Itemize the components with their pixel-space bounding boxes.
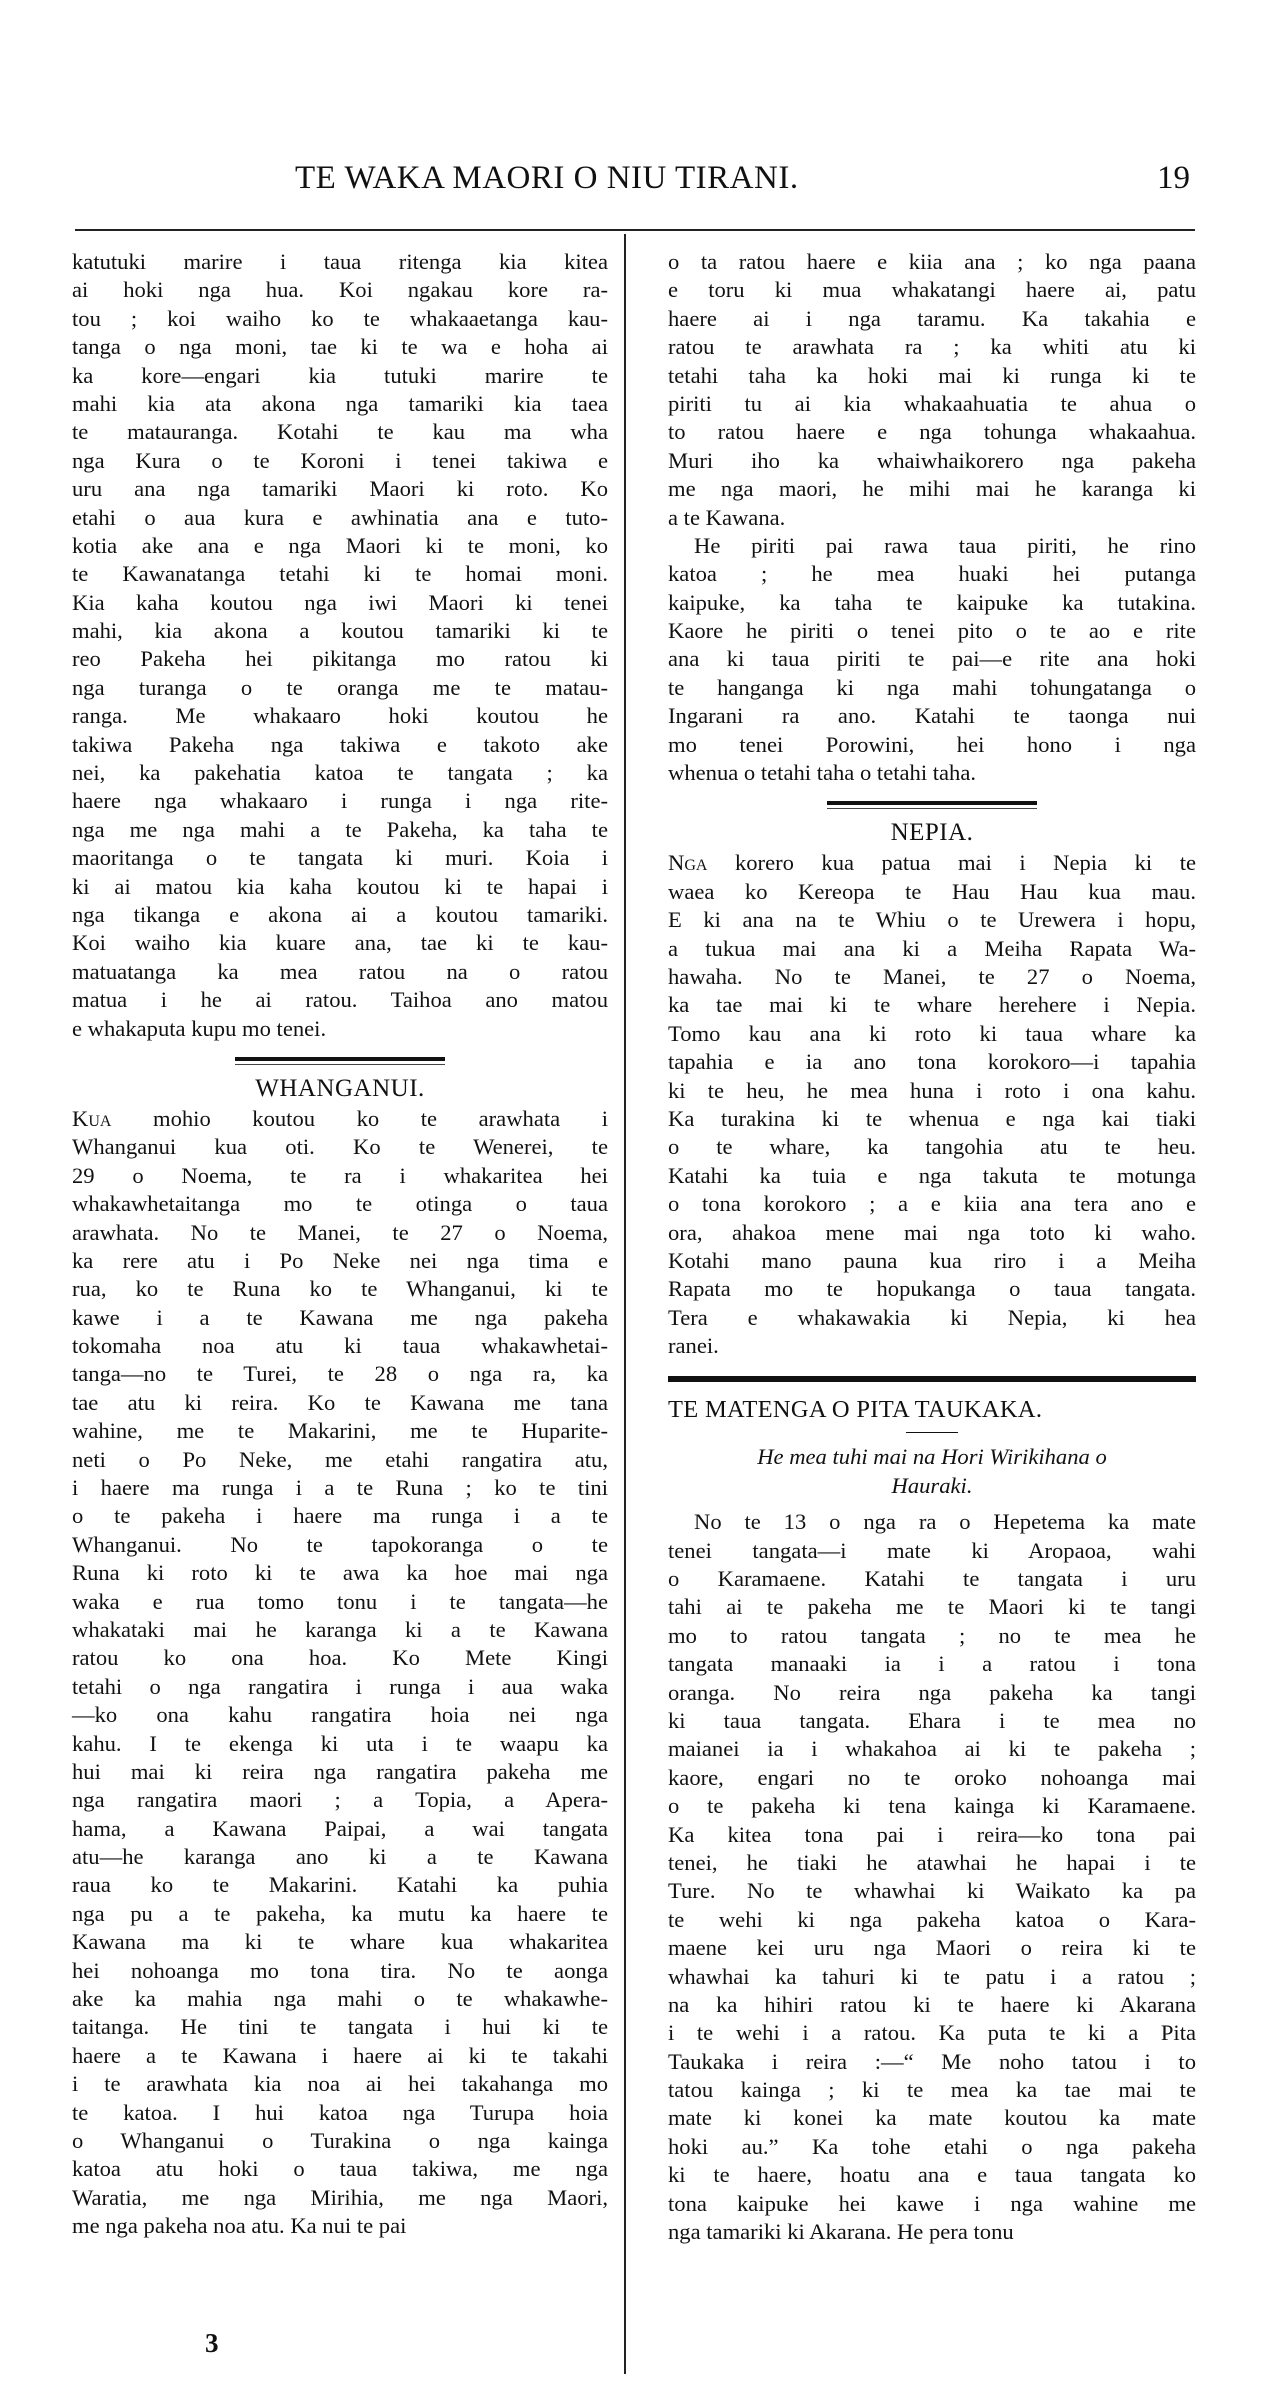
text-line: te katoa. I hui katoa nga Turupa hoia (72, 2099, 608, 2125)
text-line: matuatanga ka mea ratou na o ratou (72, 958, 608, 984)
text-line: a te Kawana. (668, 504, 786, 530)
text-line: mo tenei Porowini, hei hono i nga (668, 731, 1196, 757)
text-line: 29 o Noema, te ra i whakaritea hei (72, 1162, 608, 1188)
lead-line-rest: korero kua patua mai i Nepia ki te (707, 850, 1196, 876)
text-line: ake ka mahia nga mahi o te whakawhe- (72, 1986, 608, 2012)
text-line: E ki ana na te Whiu o te Urewera i hopu, (668, 907, 1196, 933)
newspaper-title: TE WAKA MAORI O NIU TIRANI. (295, 160, 799, 196)
text-line: o Whanganui o Turakina o nga kainga (72, 2128, 608, 2153)
text-line: Whanganui kua oti. Ko te Wenerei, te (72, 1134, 608, 1160)
text-line: ka rere atu i Po Neke nei nga tima e (72, 1247, 608, 1273)
column-divider (624, 234, 626, 2374)
text-line: Kotahi mano pauna kua riro i a Meiha (668, 1247, 1196, 1273)
text-line: maene kei uru nga Maori o reira ki te (668, 1935, 1196, 1961)
text-line: No te 13 o nga ra o Hepetema ka mate (694, 1509, 1196, 1535)
pita-taukaka-article (668, 1508, 1196, 2246)
lead-word: Kua (72, 1105, 112, 1131)
nepia-article (668, 849, 1196, 1360)
text-line: tenei, he tiaki he atawhai he hapai i te (668, 1849, 1196, 1875)
text-line: nga pu a te pakeha, ka mutu ka haere te (72, 1900, 608, 1926)
text-line: o te whare, ka tangohia atu te heu. (668, 1134, 1196, 1160)
text-line: tokomaha noa atu ki taua whakawhetai- (72, 1333, 608, 1359)
text-line: katoa atu hoki o taua takiwa, me nga (72, 2156, 608, 2182)
title-underline (906, 1432, 958, 1433)
text-line: hoki au.” Ka tohe etahi o nga pakeha (668, 2133, 1196, 2159)
text-line: raua ko te Makarini. Katahi ka puhia (72, 1872, 608, 1898)
text-line: rua, ko te Runa ko te Whanganui, ki te (72, 1276, 608, 1302)
text-line: —ko ona kahu rangatira hoia nei nga (72, 1702, 608, 1728)
text-line: tou ; koi waiho ko te whakaaetanga kau- (72, 305, 608, 331)
text-line: Ingarani ra ano. Katahi te taonga nui (668, 703, 1196, 729)
text-line: kawe i a te Kawana me nga pakeha (72, 1304, 608, 1330)
left-column (72, 248, 608, 2241)
page-number: 19 (1157, 160, 1190, 196)
text-line: haere nga whakaaro i runga i nga rite- (72, 788, 608, 814)
text-line: hei nohoanga mo tona tira. No te aonga (72, 1957, 608, 1983)
text-line: i te arawhata kia noa ai hei takahanga mo (72, 2071, 608, 2097)
header-rule (75, 229, 1195, 231)
text-line: kahu. I te ekenga ki uta i te waapu ka (72, 1730, 608, 1756)
text-line: hui mai ki reira nga rangatira pakeha me (72, 1758, 608, 1784)
byline-line: Hauraki. (891, 1472, 973, 1498)
section-title-whanganui: WHANGANUI. (255, 1074, 425, 1102)
text-line: tenei tangata—i mate ki Aropaoa, wahi (668, 1537, 1196, 1563)
text-line: e whakaputa kupu mo tenei. (72, 1015, 327, 1041)
text-line: Taukaka i reira :—“ Me noho tatou i to (668, 2048, 1196, 2074)
text-line: Whanganui. No te tapokoranga o te (72, 1531, 608, 1557)
text-line: Kaore he piriti o tenei pito o te ao e rite (668, 618, 1196, 644)
text-line: Koi waiho kia kuare ana, tae ki te kau- (72, 930, 608, 956)
whanganui-article (72, 1105, 608, 2241)
text-line: ana ki taua piriti te pai—e rite ana hoki (668, 646, 1196, 672)
text-line: ranga. Me whakaaro hoki koutou he (72, 703, 608, 729)
text-line: tanga o nga moni, tae ki te wa e hoha ai (72, 334, 608, 360)
text-line: te matauranga. Kotahi te kau ma wha (72, 419, 608, 445)
text-line: He piriti pai rawa taua piriti, he rino (694, 532, 1196, 558)
byline-line: He mea tuhi mai na Hori Wirikihana o (757, 1444, 1107, 1470)
lead-word: Nga (668, 850, 708, 876)
text-line: piriti tu ai kia whakaahuatia te ahua o (668, 390, 1196, 416)
text-line: nga tikanga e akona ai a koutou tamariki. (72, 901, 608, 927)
text-line: mo to ratou tangata ; no te mea he (668, 1622, 1196, 1648)
text-line: nga tamariki ki Akarana. He pera tonu (668, 2219, 1014, 2245)
text-line: mahi, kia akona a koutou tamariki ki te (72, 618, 608, 644)
text-line: Katahi ka tuia e nga takuta te motunga (668, 1162, 1196, 1188)
text-line: taitanga. He tini te tangata i hui ki te (72, 2014, 608, 2040)
text-line: kotia ake ana e nga Maori ki te moni, ko (72, 532, 608, 558)
text-line: me nga maori, he mihi mai he karanga ki (668, 476, 1196, 502)
text-line: nga turanga o te oranga me te matau- (72, 674, 608, 700)
text-line: nga rangatira maori ; a Topia, a Apera- (72, 1787, 608, 1813)
text-line: tanga—no te Turei, te 28 o nga ra, ka (72, 1361, 608, 1387)
text-line: Muri iho ka whaiwhaikorero nga pakeha (668, 447, 1196, 473)
text-line: haere ai i nga taramu. Ka takahia e (668, 305, 1196, 331)
text-line (72, 1105, 608, 1133)
text-line: Kia kaha koutou nga iwi Maori ki tenei (72, 589, 608, 615)
text-line: ratou ko ona hoa. Ko Mete Kingi (72, 1645, 608, 1671)
text-line: whenua o tetahi taha o tetahi taha. (668, 760, 977, 786)
text-line: ki ai matou kia kaha koutou ki te hapai i (72, 873, 608, 899)
text-line: ka kore—engari kia tutuki marire te (72, 362, 608, 388)
text-line: te hanganga ki nga mahi tohungatanga o (668, 674, 1196, 700)
right-intro-paragraph (668, 248, 1196, 532)
text-line: waka e rua tomo tonu i te tangata—he (72, 1588, 608, 1614)
text-line: tae atu ki reira. Ko te Kawana me tana (72, 1389, 608, 1415)
section-divider (827, 801, 1037, 805)
text-line: katutuki marire i taua ritenga kia kitea (72, 249, 608, 274)
text-line: e toru ki mua whakatangi haere ai, patu (668, 277, 1196, 303)
text-line: Rapata mo te hopukanga o taua tangata. (668, 1276, 1196, 1302)
text-line: tatou kainga ; ki te mea ka tae mai te (668, 2077, 1196, 2103)
text-line: neti o Po Neke, me etahi rangatira atu, (72, 1446, 608, 1472)
section-title-pita-taukaka: TE MATENGA O PITA TAUKAKA. (668, 1396, 1043, 1424)
text-line: whakawhetaitanga mo te otinga o taua (72, 1191, 608, 1217)
signature-mark: 3 (205, 2328, 219, 2358)
text-line: maianei ia i whakahoa ai ki te pakeha ; (668, 1736, 1196, 1762)
text-line: Ture. No te whawhai ki Waikato ka pa (668, 1878, 1196, 1904)
text-line: tangata manaaki ia i a ratou i tona (668, 1651, 1196, 1677)
text-line: katoa ; he mea huaki hei putanga (668, 561, 1196, 587)
text-line: te Kawanatanga tetahi ki te homai moni. (72, 561, 608, 587)
text-line: oranga. No reira nga pakeha ka tangi (668, 1679, 1196, 1705)
text-line: tetahi taha ka hoki mai ki runga ki te (668, 362, 1196, 388)
text-line: o te pakeha ki tena kainga ki Karamaene. (668, 1793, 1196, 1819)
text-line: nga Kura o te Koroni i tenei takiwa e (72, 447, 608, 473)
text-line: Ka kitea tona pai i reira—ko tona pai (668, 1821, 1196, 1847)
text-line: mahi kia ata akona nga tamariki kia taea (72, 390, 608, 416)
text-line: uru ana nga tamariki Maori ki roto. Ko (72, 476, 608, 502)
section-divider (235, 1057, 445, 1061)
text-line: nei, ka pakehatia katoa te tangata ; ka (72, 760, 608, 786)
text-line: o ta ratou haere e kiia ana ; ko nga paana (668, 249, 1196, 274)
text-line: ki te heu, he mea huna i roto i ona kahu. (668, 1077, 1196, 1103)
article-byline (668, 1443, 1196, 1500)
text-line: ka tae mai ki te whare herehere i Nepia. (668, 992, 1196, 1018)
text-line: o tona korokoro ; a e kiia ana tera ano e (668, 1191, 1196, 1217)
text-line: hama, a Kawana Paipai, a wai tangata (72, 1815, 608, 1841)
page-header (70, 160, 1200, 210)
text-line: te wehi ki nga pakeha katoa o Kara- (668, 1906, 1196, 1932)
text-line: nga me nga mahi a te Pakeha, ka taha te (72, 816, 608, 842)
text-line: Tomo kau ana ki roto ki taua whare ka (668, 1020, 1196, 1046)
text-line: waea ko Kereopa te Hau Hau kua mau. (668, 878, 1196, 904)
text-line: wahine, me te Makarini, me te Huparite- (72, 1418, 608, 1444)
text-line: Kawana ma ki te whare kua whakaritea (72, 1929, 608, 1955)
text-line: matua i he ai ratou. Taihoa ano matou (72, 987, 608, 1013)
text-line: ki taua tangata. Ehara i te mea no (668, 1708, 1196, 1733)
lead-line-rest: mohio koutou ko te arawhata i (111, 1105, 608, 1131)
text-line: me nga pakeha noa atu. Ka nui te pai (72, 2213, 407, 2239)
text-line: tona kaipuke hei kawe i nga wahine me (668, 2190, 1196, 2216)
text-line: ki te haere, hoatu ana e taua tangata ko (668, 2162, 1196, 2188)
text-line: ranei. (668, 1333, 719, 1359)
text-line: whakataki mai he karanga ki a te Kawana (72, 1616, 608, 1642)
text-line: tahi ai te pakeha me te Maori ki te tangi (668, 1594, 1196, 1620)
text-line: ai hoki nga hua. Koi ngakau kore ra- (72, 277, 608, 303)
text-line: na ka hihiri ratou ki te haere ki Akarana (668, 1991, 1196, 2017)
text-line: tetahi o nga rangatira i runga i aua waka (72, 1673, 608, 1699)
text-line: kaore, engari no te oroko nohoanga mai (668, 1764, 1196, 1790)
text-line: i haere ma runga i a te Runa ; ko te tini (72, 1475, 608, 1501)
text-line: mate ki konei ka mate koutou ka mate (668, 2105, 1196, 2131)
text-line: atu—he karanga ano ki a te Kawana (72, 1844, 608, 1870)
text-line: Waratia, me nga Mirihia, me nga Maori, (72, 2184, 608, 2210)
section-title-nepia: NEPIA. (890, 819, 974, 847)
text-line: hawaha. No te Manei, te 27 o Noema, (668, 963, 1196, 989)
text-line: a tukua mai ana ki a Meiha Rapata Wa- (668, 935, 1196, 961)
text-line: reo Pakeha hei pikitanga mo ratou ki (72, 646, 608, 672)
text-line: tapahia e ia ano tona korokoro—i tapahia (668, 1049, 1196, 1075)
section-divider-heavy (668, 1376, 1196, 1382)
text-line: to ratou haere e nga tohunga whakaahua. (668, 419, 1196, 445)
text-line: haere a te Kawana i haere ai ki te takahi (72, 2042, 608, 2068)
text-line: Ka turakina ki te whenua e nga kai tiaki (668, 1105, 1196, 1131)
bridge-paragraph (668, 532, 1196, 788)
right-column (668, 248, 1196, 2246)
text-line: o te pakeha i haere ma runga i a te (72, 1503, 608, 1529)
text-line: Tera e whakawakia ki Nepia, ki hea (668, 1304, 1196, 1330)
text-line: ratou te arawhata ra ; ka whiti atu ki (668, 334, 1196, 360)
text-line: Runa ki roto ki te awa ka hoe mai nga (72, 1560, 608, 1586)
text-line: kaipuke, ka taha te kaipuke ka tutakina. (668, 589, 1196, 615)
text-line (668, 849, 1196, 877)
text-line: o Karamaene. Katahi te tangata i uru (668, 1566, 1196, 1592)
text-line: maoritanga o te tangata ki muri. Koia i (72, 845, 608, 871)
left-intro-paragraph (72, 248, 608, 1043)
text-line: whawhai ka tahuri ki te patu i a ratou ; (668, 1963, 1196, 1989)
text-line: arawhata. No te Manei, te 27 o Noema, (72, 1219, 608, 1245)
text-line: takiwa Pakeha nga takiwa e takoto ake (72, 731, 608, 757)
text-line: ora, ahakoa mene mai nga toto ki waho. (668, 1219, 1196, 1245)
text-line: i te wehi i a ratou. Ka puta te ki a Pita (668, 2020, 1196, 2046)
text-line: etahi o aua kura e awhinatia ana e tuto- (72, 504, 608, 530)
